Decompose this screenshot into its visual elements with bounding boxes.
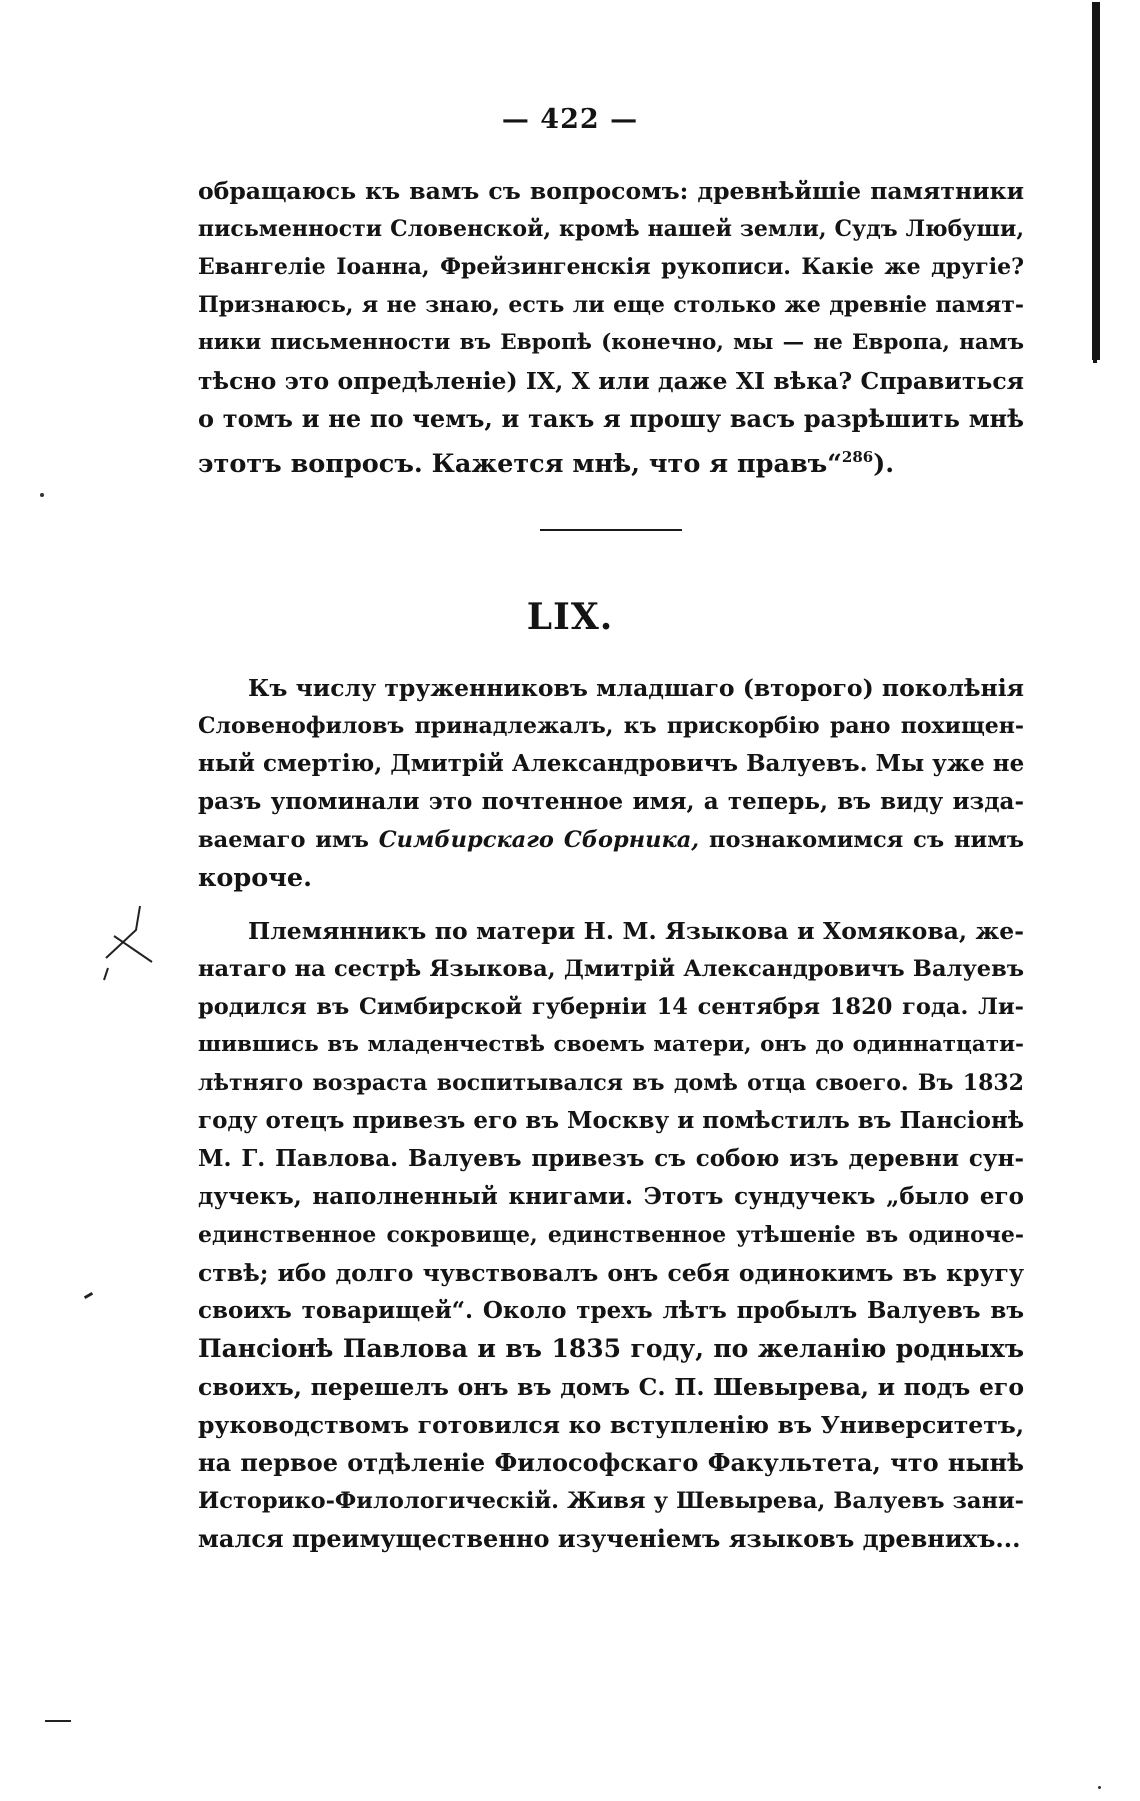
text-line: тѣсно это опредѣленiе) IX, X или даже XI вѣка? Справиться <box>198 367 1024 395</box>
text-line: ный смертiю, Дмитрiй Александровичъ Валуевъ. Мы уже не <box>198 750 1025 777</box>
text-line: Историко-Филологическiй. Живя у Шевырева, Валуевъ зани- <box>198 1488 1024 1514</box>
text-line-last: мался преимущественно изученiемъ языковъ древнихъ... <box>198 1524 1021 1553</box>
page-number: — 422 — <box>501 104 639 135</box>
text-fragment: познакомимся съ нимъ <box>709 827 1024 853</box>
text-line: о томъ и не по чемъ, и такъ я прошу васъ разрѣшить мнѣ <box>198 404 1024 433</box>
text-line: ники письменности въ Европѣ (конечно, мы — не Европа, намъ <box>198 330 1024 355</box>
text-line: на первое отдѣленiе Философскаго Факультета, что нынѣ <box>198 1448 1024 1477</box>
text-line: М. Г. Павлова. Валуевъ привезъ съ собою изъ деревни сун- <box>198 1145 1024 1172</box>
text-line: Племянникъ по матери Н. М. Языкова и Хомякова, же- <box>248 917 1024 945</box>
text-line: руководствомъ готовился ко вступленiю въ Университетъ, <box>198 1411 1024 1439</box>
text-line: натаго на сестрѣ Языкова, Дмитрiй Александровичъ Валуевъ <box>198 956 1024 982</box>
text-line: Къ числу труженниковъ младшаго (второго) поколѣнiя <box>248 674 1024 702</box>
text-line: шившись въ младенчествѣ своемъ матери, онъ до одиннатцати- <box>198 1032 1024 1057</box>
text-fragment: ваемаго имъ <box>198 827 369 853</box>
text-line: своихъ, перешелъ онъ въ домъ С. П. Шевырева, и подъ его <box>198 1373 1024 1401</box>
italic-title: Симбирскаго Сборника, <box>378 827 700 853</box>
margin-dot <box>1098 1786 1101 1789</box>
text-line: году отецъ привезъ его въ Москву и помѣстилъ въ Пансiонѣ <box>198 1107 1024 1134</box>
section-heading: LIX. <box>526 596 614 638</box>
footnote-reference: 286 <box>841 448 874 466</box>
text-line: дучекъ, наполненный книгами. Этотъ сундучекъ „было его <box>198 1183 1024 1210</box>
text-line: своихъ товарищей“. Около трехъ лѣтъ пробылъ Валуевъ въ <box>198 1297 1024 1324</box>
margin-tick <box>84 1292 93 1299</box>
page-edge-bar <box>1092 2 1100 360</box>
text-line: обращаюсь къ вамъ съ вопросомъ: древнѣйшiе памятники <box>198 177 1024 205</box>
text-line-last <box>198 438 1024 479</box>
text-line: родился въ Симбирской губернiи 14 сентября 1820 года. Ли- <box>198 994 1024 1020</box>
text-line: разъ упоминали это почтенное имя, а теперь, въ виду изда- <box>198 788 1024 815</box>
text-line: лѣтняго возраста воспитывался въ домѣ отца своего. Въ 1832 <box>198 1070 1024 1096</box>
margin-dash <box>45 1720 71 1722</box>
margin-dot <box>40 493 44 497</box>
page-edge-mark <box>1093 345 1097 363</box>
paragraph-1 <box>198 669 1024 897</box>
text-line-italic <box>198 821 1024 859</box>
text-line: единственное сокровище, единственное утѣшенiе въ одиноче- <box>198 1222 1024 1248</box>
text-line: Евангелiе Iоанна, Фрейзингенскiя рукописи. Какiе же другiе? <box>198 254 1024 280</box>
text-line: Словенофиловъ принадлежалъ, къ прискорбiю рано похищен- <box>198 713 1024 739</box>
text-line: Признаюсь, я не знаю, есть ли еще столько же древнiе памят- <box>198 292 1024 318</box>
text-fragment: ). <box>873 449 895 479</box>
text-line: Пансiонѣ Павлова и въ 1835 году, по желанiю родныхъ <box>198 1334 1024 1363</box>
text-line: письменности Словенской, кромѣ нашей земли, Судъ Любуши, <box>198 216 1024 242</box>
text-line: ствѣ; ибо долго чувствовалъ онъ себя одинокимъ въ кругу <box>198 1259 1024 1287</box>
top-paragraph <box>198 172 1024 479</box>
text-line-last: короче. <box>198 863 313 893</box>
paragraph-2 <box>198 912 1024 1558</box>
section-divider <box>540 529 682 531</box>
margin-x-mark <box>100 902 160 982</box>
text-fragment: этотъ вопросъ. Кажется мнѣ, что я правъ“ <box>198 449 842 479</box>
